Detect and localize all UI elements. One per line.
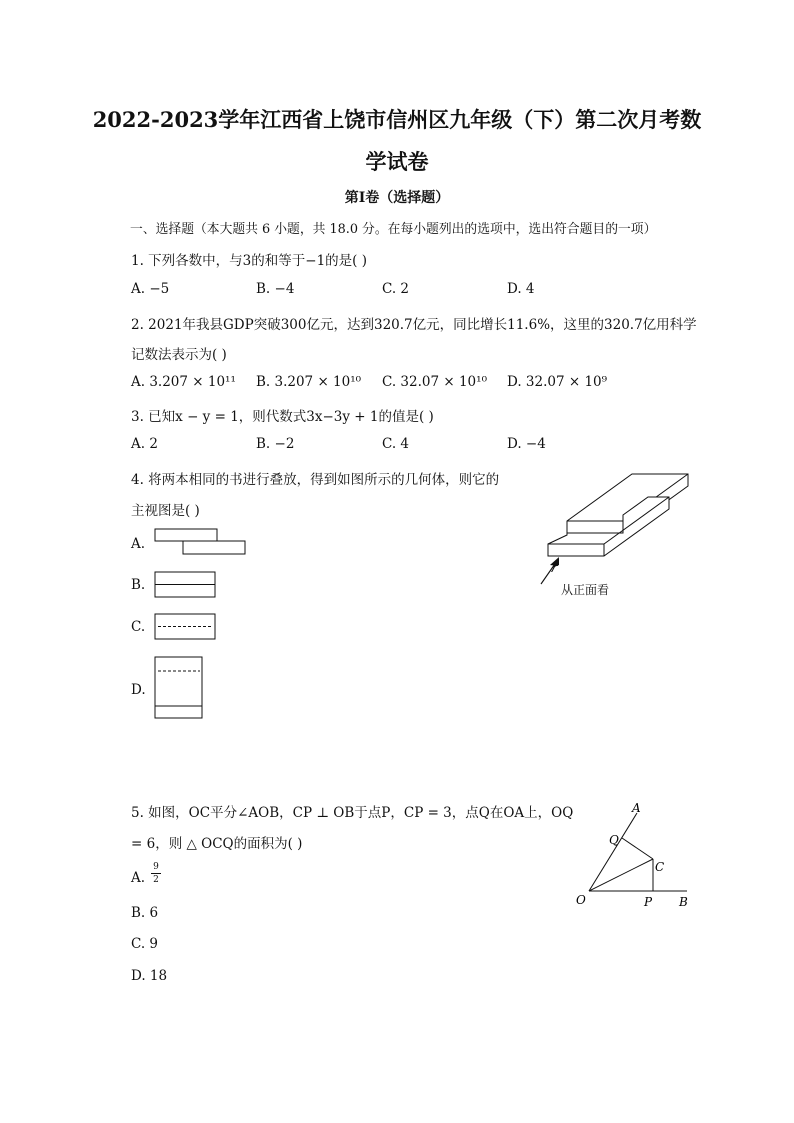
label-a: A [632, 801, 641, 815]
q5-stem-line1: 5. 如图，OC平分∠AOB，CP ⊥ OB于点P，CP = 3，点Q在OA上，OQ [131, 805, 574, 821]
q2-option-d[interactable]: D. 32.07 × 10⁹ [507, 374, 608, 390]
q5-option-d[interactable]: D. 18 [131, 968, 168, 984]
q2-option-b[interactable]: B. 3.207 × 10¹⁰ [256, 374, 362, 390]
q3-option-b[interactable]: B. −2 [256, 436, 295, 452]
q4-option-b[interactable]: B. [131, 577, 146, 593]
q4-option-c[interactable]: C. [131, 619, 146, 635]
q3-option-d[interactable]: D. −4 [507, 436, 546, 452]
q5-option-a[interactable]: A. [131, 870, 146, 886]
q4-stem-line2: 主视图是( ) [131, 503, 200, 519]
page-title-line1: 2022-2023学年江西省上饶市信州区九年级（下）第二次月考数 [92, 107, 702, 132]
label-p: P [644, 895, 653, 909]
q1-option-b[interactable]: B. −4 [256, 281, 295, 297]
q2-option-c[interactable]: C. 32.07 × 10¹⁰ [382, 374, 487, 390]
q4-option-d[interactable]: D. [131, 682, 146, 698]
q5-option-a-fraction [151, 862, 161, 885]
q4-option-c-figure [150, 612, 220, 642]
q5-option-c[interactable]: C. 9 [131, 936, 159, 952]
page-title-line2: 学试卷 [365, 149, 429, 174]
label-b: B [679, 895, 688, 909]
q1-option-c[interactable]: C. 2 [382, 281, 410, 297]
fraction-denominator: 2 [153, 875, 159, 885]
label-o: O [576, 893, 586, 907]
q1-option-a[interactable]: A. −5 [131, 281, 170, 297]
volume-heading: 第Ⅰ卷（选择题） [344, 190, 450, 206]
q5-geometry-figure [570, 800, 700, 915]
fraction-numerator: 9 [153, 862, 159, 872]
q1-option-d[interactable]: D. 4 [507, 281, 535, 297]
section-heading: 一、选择题（本大题共 6 小题，共 18.0 分。在每小题列出的选项中，选出符合题目的一项） [130, 222, 657, 237]
q4-option-b-figure [150, 570, 220, 600]
q2-option-a[interactable]: A. 3.207 × 10¹¹ [131, 374, 236, 390]
q4-option-a[interactable]: A. [131, 536, 146, 552]
q5-stem-line2: = 6，则 △ OCQ的面积为( ) [131, 836, 303, 852]
fraction-bar [151, 873, 161, 874]
q2-stem-line1: 2. 2021年我县GDP突破300亿元，达到320.7亿元，同比增长11.6%，这里的320.7亿用科学 [131, 317, 697, 333]
q3-stem: 3. 已知x − y = 1，则代数式3x−3y + 1的值是( ) [131, 409, 434, 425]
q3-option-a[interactable]: A. 2 [131, 436, 158, 452]
q5-option-b[interactable]: B. 6 [131, 905, 159, 921]
q4-stem-line1: 4. 将两本相同的书进行叠放，得到如图所示的几何体，则它的 [131, 472, 500, 488]
q2-stem-line2: 记数法表示为( ) [131, 347, 227, 363]
q4-option-d-figure [150, 655, 210, 721]
q1-stem: 1. 下列各数中，与3的和等于−1的是( ) [131, 253, 367, 269]
label-c: C [655, 860, 665, 874]
q4-figure-caption: 从正面看 [561, 583, 610, 597]
q4-option-a-figure [150, 527, 250, 559]
q3-option-c[interactable]: C. 4 [382, 436, 410, 452]
label-q: Q [609, 833, 619, 847]
